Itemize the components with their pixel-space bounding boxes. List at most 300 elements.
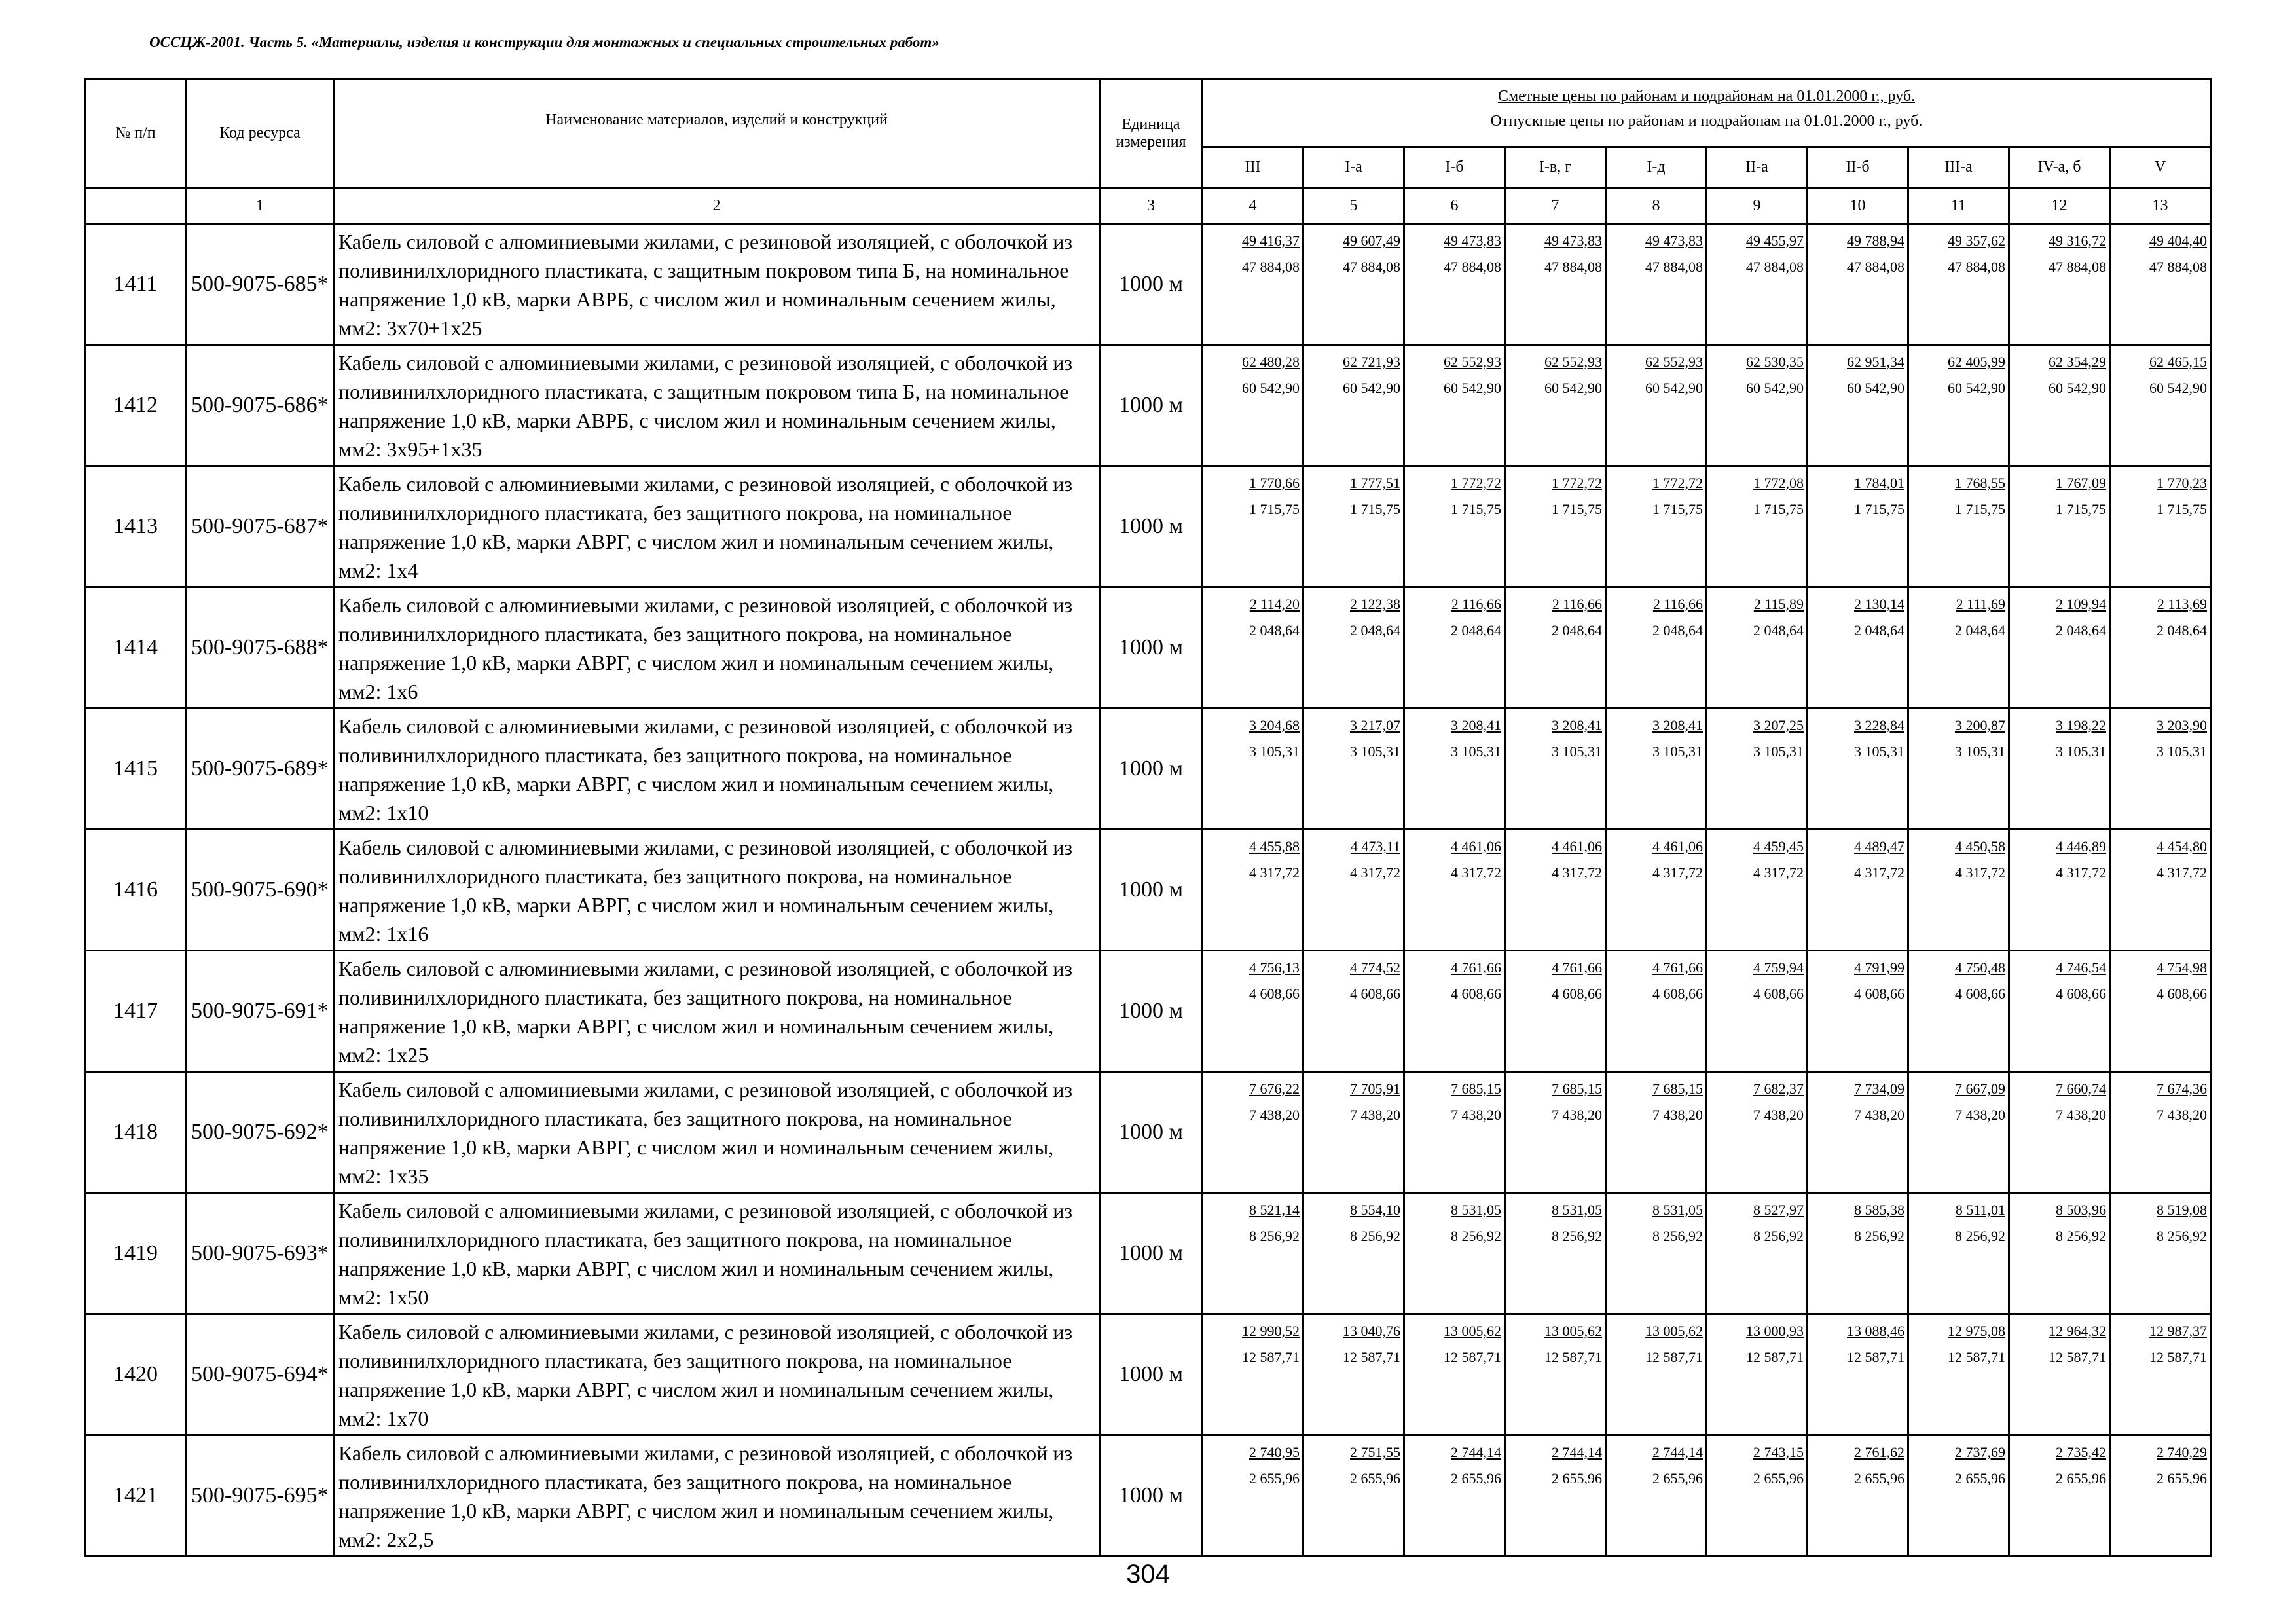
estimate-price: 62 480,28	[1242, 354, 1300, 370]
price-cell	[1505, 1072, 1606, 1193]
price-cell	[1203, 951, 1303, 1072]
estimate-price: 4 761,66	[1451, 959, 1501, 976]
estimate-price: 1 770,23	[2157, 475, 2208, 491]
estimate-price: 2 735,42	[2056, 1444, 2106, 1460]
resource-code: 500-9075-688*	[187, 587, 334, 709]
estimate-price: 4 791,99	[1854, 959, 1904, 976]
estimate-price: 13 000,93	[1746, 1323, 1804, 1339]
price-cell	[1707, 466, 1808, 587]
price-cell	[1203, 1435, 1303, 1557]
estimate-price: 1 772,72	[1451, 475, 1501, 491]
header-prices-selling: Отпускные цены по районам и подрайонам на 01.01.2000 г., руб.	[1490, 113, 1923, 130]
price-cell	[1908, 224, 2009, 345]
table-row	[85, 1314, 2211, 1435]
estimate-price: 2 743,15	[1753, 1444, 1804, 1460]
price-cell	[2009, 1435, 2110, 1557]
selling-price: 12 587,71	[1444, 1349, 1501, 1365]
selling-price: 4 317,72	[1451, 864, 1501, 881]
estimate-price: 3 203,90	[2157, 717, 2208, 733]
estimate-price: 4 754,98	[2157, 959, 2208, 976]
selling-price: 7 438,20	[1249, 1107, 1300, 1123]
selling-price: 2 655,96	[1249, 1470, 1300, 1486]
price-cell	[1404, 345, 1505, 466]
header-num: № п/п	[85, 79, 187, 188]
estimate-price: 62 405,99	[1948, 354, 2005, 370]
estimate-price: 7 682,37	[1753, 1080, 1804, 1097]
estimate-price: 4 454,80	[2157, 838, 2208, 855]
price-cell	[2110, 951, 2211, 1072]
material-name: Кабель силовой с алюминиевыми жилами, с резиновой изоляцией, с оболочкой из поливинилхлоридного пластиката, без защитного покрова, на номинальное напряжение 1,0 кВ, марки АВРГ, с числом жил и номинальным сечением жилы, мм2: 1х35	[334, 1072, 1100, 1193]
resource-code: 500-9075-687*	[187, 466, 334, 587]
estimate-price: 62 354,29	[2049, 354, 2106, 370]
estimate-price: 49 607,49	[1343, 232, 1400, 249]
estimate-price: 49 316,72	[2049, 232, 2106, 249]
row-number: 1413	[85, 466, 187, 587]
estimate-price: 13 005,62	[1444, 1323, 1501, 1339]
selling-price: 2 655,96	[1451, 1470, 1501, 1486]
selling-price: 12 587,71	[1544, 1349, 1602, 1365]
unit-of-measure: 1000 м	[1100, 1314, 1203, 1435]
price-cell	[1203, 1072, 1303, 1193]
estimate-price: 7 685,15	[1552, 1080, 1602, 1097]
estimate-price: 2 751,55	[1350, 1444, 1400, 1460]
selling-price: 3 105,31	[1652, 743, 1703, 760]
price-cell	[1505, 345, 1606, 466]
selling-price: 47 884,08	[2049, 259, 2106, 275]
unit-of-measure: 1000 м	[1100, 587, 1203, 709]
price-cell	[1505, 224, 1606, 345]
selling-price: 12 587,71	[1948, 1349, 2005, 1365]
selling-price: 4 608,66	[1451, 986, 1501, 1002]
selling-price: 60 542,90	[1444, 380, 1501, 396]
selling-price: 8 256,92	[1753, 1228, 1804, 1244]
price-cell	[1303, 1072, 1404, 1193]
price-cell	[1606, 466, 1707, 587]
estimate-price: 2 116,66	[1652, 596, 1703, 612]
price-cell	[1707, 224, 1808, 345]
price-cell	[1606, 587, 1707, 709]
price-cell	[1808, 345, 1908, 466]
material-name: Кабель силовой с алюминиевыми жилами, с резиновой изоляцией, с оболочкой из поливинилхлоридного пластиката, без защитного покрова, на номинальное напряжение 1,0 кВ, марки АВРГ, с числом жил и номинальным сечением жилы, мм2: 1х16	[334, 830, 1100, 951]
estimate-price: 2 111,69	[1956, 596, 2005, 612]
price-cell	[1303, 466, 1404, 587]
estimate-price: 62 552,93	[1444, 354, 1501, 370]
price-cell	[1606, 224, 1707, 345]
selling-price: 2 048,64	[1955, 622, 2005, 638]
estimate-price: 49 404,40	[2149, 232, 2208, 249]
price-cell	[1404, 1072, 1505, 1193]
price-cell	[1908, 1314, 2009, 1435]
price-cell	[1606, 1314, 1707, 1435]
table-row	[85, 1072, 2211, 1193]
selling-price: 2 048,64	[1652, 622, 1703, 638]
price-cell	[1606, 830, 1707, 951]
selling-price: 12 587,71	[2049, 1349, 2106, 1365]
estimate-price: 7 667,09	[1955, 1080, 2005, 1097]
estimate-price: 4 450,58	[1955, 838, 2005, 855]
column-number: 11	[1908, 188, 2009, 224]
row-number: 1416	[85, 830, 187, 951]
selling-price: 4 608,66	[1854, 986, 1904, 1002]
resource-code: 500-9075-695*	[187, 1435, 334, 1557]
selling-price: 12 587,71	[2149, 1349, 2208, 1365]
unit-of-measure: 1000 м	[1100, 830, 1203, 951]
estimate-price: 8 585,38	[1854, 1202, 1904, 1218]
header-unit: Единица измерения	[1100, 79, 1203, 188]
estimate-price: 4 455,88	[1249, 838, 1300, 855]
material-name: Кабель силовой с алюминиевыми жилами, с резиновой изоляцией, с оболочкой из поливинилхлоридного пластиката, без защитного покрова, на номинальное напряжение 1,0 кВ, марки АВРГ, с числом жил и номинальным сечением жилы, мм2: 1х4	[334, 466, 1100, 587]
selling-price: 12 587,71	[1847, 1349, 1904, 1365]
material-name: Кабель силовой с алюминиевыми жилами, с резиновой изоляцией, с оболочкой из поливинилхлоридного пластиката, без защитного покрова, на номинальное напряжение 1,0 кВ, марки АВРГ, с числом жил и номинальным сечением жилы, мм2: 2х2,5	[334, 1435, 1100, 1557]
price-cell	[1908, 587, 2009, 709]
estimate-price: 3 198,22	[2056, 717, 2106, 733]
row-number: 1421	[85, 1435, 187, 1557]
selling-price: 8 256,92	[1652, 1228, 1703, 1244]
selling-price: 8 256,92	[1350, 1228, 1400, 1244]
estimate-price: 12 990,52	[1242, 1323, 1300, 1339]
price-cell	[1404, 709, 1505, 830]
estimate-price: 3 208,41	[1451, 717, 1501, 733]
header-region: I-а	[1303, 147, 1404, 188]
price-cell	[2110, 1435, 2211, 1557]
column-number: 5	[1303, 188, 1404, 224]
price-cell	[1606, 345, 1707, 466]
header-region: IV-а, б	[2009, 147, 2110, 188]
selling-price: 60 542,90	[1645, 380, 1703, 396]
estimate-price: 1 777,51	[1350, 475, 1400, 491]
estimate-price: 1 772,72	[1652, 475, 1703, 491]
price-cell	[1808, 1193, 1908, 1314]
estimate-price: 8 521,14	[1249, 1202, 1300, 1218]
estimate-price: 62 951,34	[1847, 354, 1904, 370]
selling-price: 3 105,31	[1955, 743, 2005, 760]
price-cell	[1203, 587, 1303, 709]
price-cell	[2110, 587, 2211, 709]
price-cell	[1808, 709, 1908, 830]
page-number: 304	[1126, 1560, 1170, 1589]
price-cell	[2110, 224, 2211, 345]
selling-price: 4 608,66	[1249, 986, 1300, 1002]
row-number: 1420	[85, 1314, 187, 1435]
estimate-price: 12 975,08	[1948, 1323, 2005, 1339]
price-cell	[1808, 830, 1908, 951]
selling-price: 3 105,31	[2157, 743, 2208, 760]
estimate-price: 4 461,06	[1552, 838, 1602, 855]
selling-price: 2 048,64	[2157, 622, 2208, 638]
selling-price: 60 542,90	[1746, 380, 1804, 396]
price-cell	[1303, 224, 1404, 345]
material-name: Кабель силовой с алюминиевыми жилами, с резиновой изоляцией, с оболочкой из поливинилхлоридного пластиката, без защитного покрова, на номинальное напряжение 1,0 кВ, марки АВРГ, с числом жил и номинальным сечением жилы, мм2: 1х50	[334, 1193, 1100, 1314]
price-cell	[2110, 1314, 2211, 1435]
selling-price: 2 048,64	[2056, 622, 2106, 638]
price-cell	[1707, 345, 1808, 466]
estimate-price: 7 705,91	[1350, 1080, 1400, 1097]
header-prices-estimate: Сметные цены по районам и подрайонам на 01.01.2000 г., руб.	[1497, 88, 1916, 105]
price-cell	[1404, 951, 1505, 1072]
estimate-price: 49 473,83	[1544, 232, 1602, 249]
estimate-price: 8 531,05	[1552, 1202, 1602, 1218]
estimate-price: 1 770,66	[1249, 475, 1300, 491]
price-cell	[1908, 1435, 2009, 1557]
selling-price: 4 608,66	[1955, 986, 2005, 1002]
estimate-price: 4 761,66	[1552, 959, 1602, 976]
estimate-price: 1 767,09	[2056, 475, 2106, 491]
estimate-price: 62 721,93	[1343, 354, 1400, 370]
selling-price: 60 542,90	[1847, 380, 1904, 396]
row-number: 1411	[85, 224, 187, 345]
price-cell	[2009, 1314, 2110, 1435]
estimate-price: 2 737,69	[1955, 1444, 2005, 1460]
price-cell	[1707, 1072, 1808, 1193]
selling-price: 4 317,72	[1854, 864, 1904, 881]
price-cell	[1908, 466, 2009, 587]
price-cell	[2110, 709, 2211, 830]
table-row	[85, 951, 2211, 1072]
price-cell	[1606, 1435, 1707, 1557]
header-region: I-б	[1404, 147, 1505, 188]
price-cell	[1908, 709, 2009, 830]
selling-price: 12 587,71	[1343, 1349, 1400, 1365]
unit-of-measure: 1000 м	[1100, 224, 1203, 345]
price-cell	[1908, 951, 2009, 1072]
estimate-price: 13 005,62	[1544, 1323, 1602, 1339]
selling-price: 7 438,20	[2056, 1107, 2106, 1123]
selling-price: 4 608,66	[1552, 986, 1602, 1002]
estimate-price: 4 461,06	[1652, 838, 1703, 855]
header-name-text: Наименование материалов, изделий и конструкций	[545, 111, 888, 128]
price-cell	[2009, 951, 2110, 1072]
table-row	[85, 345, 2211, 466]
estimate-price: 4 750,48	[1955, 959, 2005, 976]
selling-price: 12 587,71	[1746, 1349, 1804, 1365]
price-cell	[1606, 951, 1707, 1072]
material-name: Кабель силовой с алюминиевыми жилами, с резиновой изоляцией, с оболочкой из поливинилхлоридного пластиката, с защитным покровом типа Б, на номинальное напряжение 1,0 кВ, марки АВРБ, с числом жил и номинальным сечением жилы, мм2: 3х70+1х25	[334, 224, 1100, 345]
price-cell	[1203, 345, 1303, 466]
selling-price: 7 438,20	[1652, 1107, 1703, 1123]
price-cell	[1303, 1314, 1404, 1435]
estimate-price: 49 357,62	[1948, 232, 2005, 249]
selling-price: 3 105,31	[1552, 743, 1602, 760]
estimate-price: 2 740,29	[2157, 1444, 2208, 1460]
estimate-price: 3 200,87	[1955, 717, 2005, 733]
price-cell	[1203, 224, 1303, 345]
unit-of-measure: 1000 м	[1100, 345, 1203, 466]
price-table	[84, 78, 2212, 1557]
column-number-row	[85, 188, 2211, 224]
header-row-top	[85, 79, 2211, 147]
price-cell	[1404, 1435, 1505, 1557]
header-name	[334, 79, 1100, 188]
estimate-price: 49 455,97	[1746, 232, 1804, 249]
price-cell	[1303, 345, 1404, 466]
price-cell	[2009, 709, 2110, 830]
estimate-price: 2 744,14	[1552, 1444, 1602, 1460]
estimate-price: 4 774,52	[1350, 959, 1400, 976]
price-cell	[1203, 1193, 1303, 1314]
estimate-price: 1 784,01	[1854, 475, 1904, 491]
column-number: 8	[1606, 188, 1707, 224]
header-region: III	[1203, 147, 1303, 188]
estimate-price: 13 040,76	[1343, 1323, 1400, 1339]
estimate-price: 1 768,55	[1955, 475, 2005, 491]
price-cell	[2110, 466, 2211, 587]
price-cell	[2009, 1072, 2110, 1193]
header-code: Код ресурса	[187, 79, 334, 188]
header-region: III-а	[1908, 147, 2009, 188]
price-cell	[1707, 587, 1808, 709]
column-number: 12	[2009, 188, 2110, 224]
table-row	[85, 587, 2211, 709]
estimate-price: 3 228,84	[1854, 717, 1904, 733]
estimate-price: 13 088,46	[1847, 1323, 1904, 1339]
selling-price: 47 884,08	[1645, 259, 1703, 275]
selling-price: 60 542,90	[1343, 380, 1400, 396]
price-cell	[1808, 1314, 1908, 1435]
estimate-price: 49 788,94	[1847, 232, 1904, 249]
price-cell	[2009, 830, 2110, 951]
resource-code: 500-9075-692*	[187, 1072, 334, 1193]
price-cell	[2110, 830, 2211, 951]
material-name: Кабель силовой с алюминиевыми жилами, с резиновой изоляцией, с оболочкой из поливинилхлоридного пластиката, без защитного покрова, на номинальное напряжение 1,0 кВ, марки АВРГ, с числом жил и номинальным сечением жилы, мм2: 1х6	[334, 587, 1100, 709]
price-cell	[1203, 830, 1303, 951]
selling-price: 1 715,75	[1854, 501, 1904, 517]
table-row	[85, 466, 2211, 587]
estimate-price: 8 511,01	[1955, 1202, 2005, 1218]
unit-of-measure: 1000 м	[1100, 951, 1203, 1072]
selling-price: 8 256,92	[2157, 1228, 2208, 1244]
price-cell	[2110, 345, 2211, 466]
header-region: II-б	[1808, 147, 1908, 188]
estimate-price: 4 459,45	[1753, 838, 1804, 855]
selling-price: 3 105,31	[1854, 743, 1904, 760]
page-header-title: ОССЦЖ-2001. Часть 5. «Материалы, изделия и конструкции для монтажных и специальных строительных работ»	[149, 34, 939, 50]
selling-price: 4 608,66	[1652, 986, 1703, 1002]
price-cell	[2009, 224, 2110, 345]
price-cell	[1707, 1193, 1808, 1314]
price-cell	[1505, 709, 1606, 830]
selling-price: 3 105,31	[1350, 743, 1400, 760]
price-cell	[1303, 951, 1404, 1072]
price-cell	[1505, 1314, 1606, 1435]
price-cell	[1808, 587, 1908, 709]
column-number: 2	[334, 188, 1100, 224]
estimate-price: 7 685,15	[1451, 1080, 1501, 1097]
resource-code: 500-9075-686*	[187, 345, 334, 466]
selling-price: 12 587,71	[1242, 1349, 1300, 1365]
estimate-price: 7 734,09	[1854, 1080, 1904, 1097]
selling-price: 47 884,08	[1746, 259, 1804, 275]
estimate-price: 2 130,14	[1854, 596, 1904, 612]
selling-price: 1 715,75	[2056, 501, 2106, 517]
price-cell	[1303, 587, 1404, 709]
selling-price: 2 048,64	[1854, 622, 1904, 638]
estimate-price: 12 964,32	[2049, 1323, 2106, 1339]
estimate-price: 2 744,14	[1652, 1444, 1703, 1460]
resource-code: 500-9075-685*	[187, 224, 334, 345]
price-cell	[1707, 830, 1808, 951]
estimate-price: 7 676,22	[1249, 1080, 1300, 1097]
selling-price: 2 655,96	[1652, 1470, 1703, 1486]
price-cell	[1404, 587, 1505, 709]
resource-code: 500-9075-691*	[187, 951, 334, 1072]
price-cell	[1505, 466, 1606, 587]
estimate-price: 7 685,15	[1652, 1080, 1703, 1097]
selling-price: 47 884,08	[1444, 259, 1501, 275]
table-row	[85, 830, 2211, 951]
estimate-price: 2 116,66	[1451, 596, 1501, 612]
selling-price: 1 715,75	[1652, 501, 1703, 517]
selling-price: 7 438,20	[1552, 1107, 1602, 1123]
selling-price: 3 105,31	[2056, 743, 2106, 760]
selling-price: 2 655,96	[1955, 1470, 2005, 1486]
estimate-price: 7 660,74	[2056, 1080, 2106, 1097]
estimate-price: 4 461,06	[1451, 838, 1501, 855]
estimate-price: 62 465,15	[2149, 354, 2208, 370]
price-cell	[1505, 830, 1606, 951]
estimate-price: 1 772,72	[1552, 475, 1602, 491]
estimate-price: 62 552,93	[1544, 354, 1602, 370]
estimate-price: 3 208,41	[1652, 717, 1703, 733]
price-cell	[2009, 345, 2110, 466]
estimate-price: 4 489,47	[1854, 838, 1904, 855]
estimate-price: 7 674,36	[2157, 1080, 2208, 1097]
estimate-price: 4 756,13	[1249, 959, 1300, 976]
estimate-price: 8 519,08	[2157, 1202, 2208, 1218]
selling-price: 1 715,75	[1552, 501, 1602, 517]
price-cell	[1404, 830, 1505, 951]
header-region: I-в, г	[1505, 147, 1606, 188]
unit-of-measure: 1000 м	[1100, 1072, 1203, 1193]
selling-price: 47 884,08	[1948, 259, 2005, 275]
selling-price: 3 105,31	[1451, 743, 1501, 760]
price-cell	[2009, 466, 2110, 587]
selling-price: 1 715,75	[1249, 501, 1300, 517]
material-name: Кабель силовой с алюминиевыми жилами, с резиновой изоляцией, с оболочкой из поливинилхлоридного пластиката, без защитного покрова, на номинальное напряжение 1,0 кВ, марки АВРГ, с числом жил и номинальным сечением жилы, мм2: 1х25	[334, 951, 1100, 1072]
estimate-price: 2 113,69	[2157, 596, 2208, 612]
selling-price: 47 884,08	[1343, 259, 1400, 275]
table-row	[85, 1435, 2211, 1557]
price-cell	[1404, 224, 1505, 345]
price-cell	[1303, 830, 1404, 951]
selling-price: 7 438,20	[1955, 1107, 2005, 1123]
selling-price: 4 608,66	[1350, 986, 1400, 1002]
price-cell	[1203, 466, 1303, 587]
unit-of-measure: 1000 м	[1100, 1435, 1203, 1557]
price-cell	[1908, 1072, 2009, 1193]
selling-price: 7 438,20	[1451, 1107, 1501, 1123]
column-number: 3	[1100, 188, 1203, 224]
estimate-price: 4 746,54	[2056, 959, 2106, 976]
resource-code: 500-9075-690*	[187, 830, 334, 951]
material-name: Кабель силовой с алюминиевыми жилами, с резиновой изоляцией, с оболочкой из поливинилхлоридного пластиката, с защитным покровом типа Б, на номинальное напряжение 1,0 кВ, марки АВРБ, с числом жил и номинальным сечением жилы, мм2: 3х95+1х35	[334, 345, 1100, 466]
selling-price: 3 105,31	[1249, 743, 1300, 760]
selling-price: 4 317,72	[1955, 864, 2005, 881]
selling-price: 4 317,72	[1652, 864, 1703, 881]
estimate-price: 2 115,89	[1753, 596, 1804, 612]
price-cell	[1203, 1314, 1303, 1435]
price-cell	[1606, 1193, 1707, 1314]
estimate-price: 62 530,35	[1746, 354, 1804, 370]
estimate-price: 8 527,97	[1753, 1202, 1804, 1218]
selling-price: 7 438,20	[1350, 1107, 1400, 1123]
table-row	[85, 1193, 2211, 1314]
estimate-price: 12 987,37	[2149, 1323, 2208, 1339]
price-cell	[1505, 587, 1606, 709]
resource-code: 500-9075-689*	[187, 709, 334, 830]
estimate-price: 1 772,08	[1753, 475, 1804, 491]
price-cell	[1808, 1072, 1908, 1193]
selling-price: 2 655,96	[1753, 1470, 1804, 1486]
